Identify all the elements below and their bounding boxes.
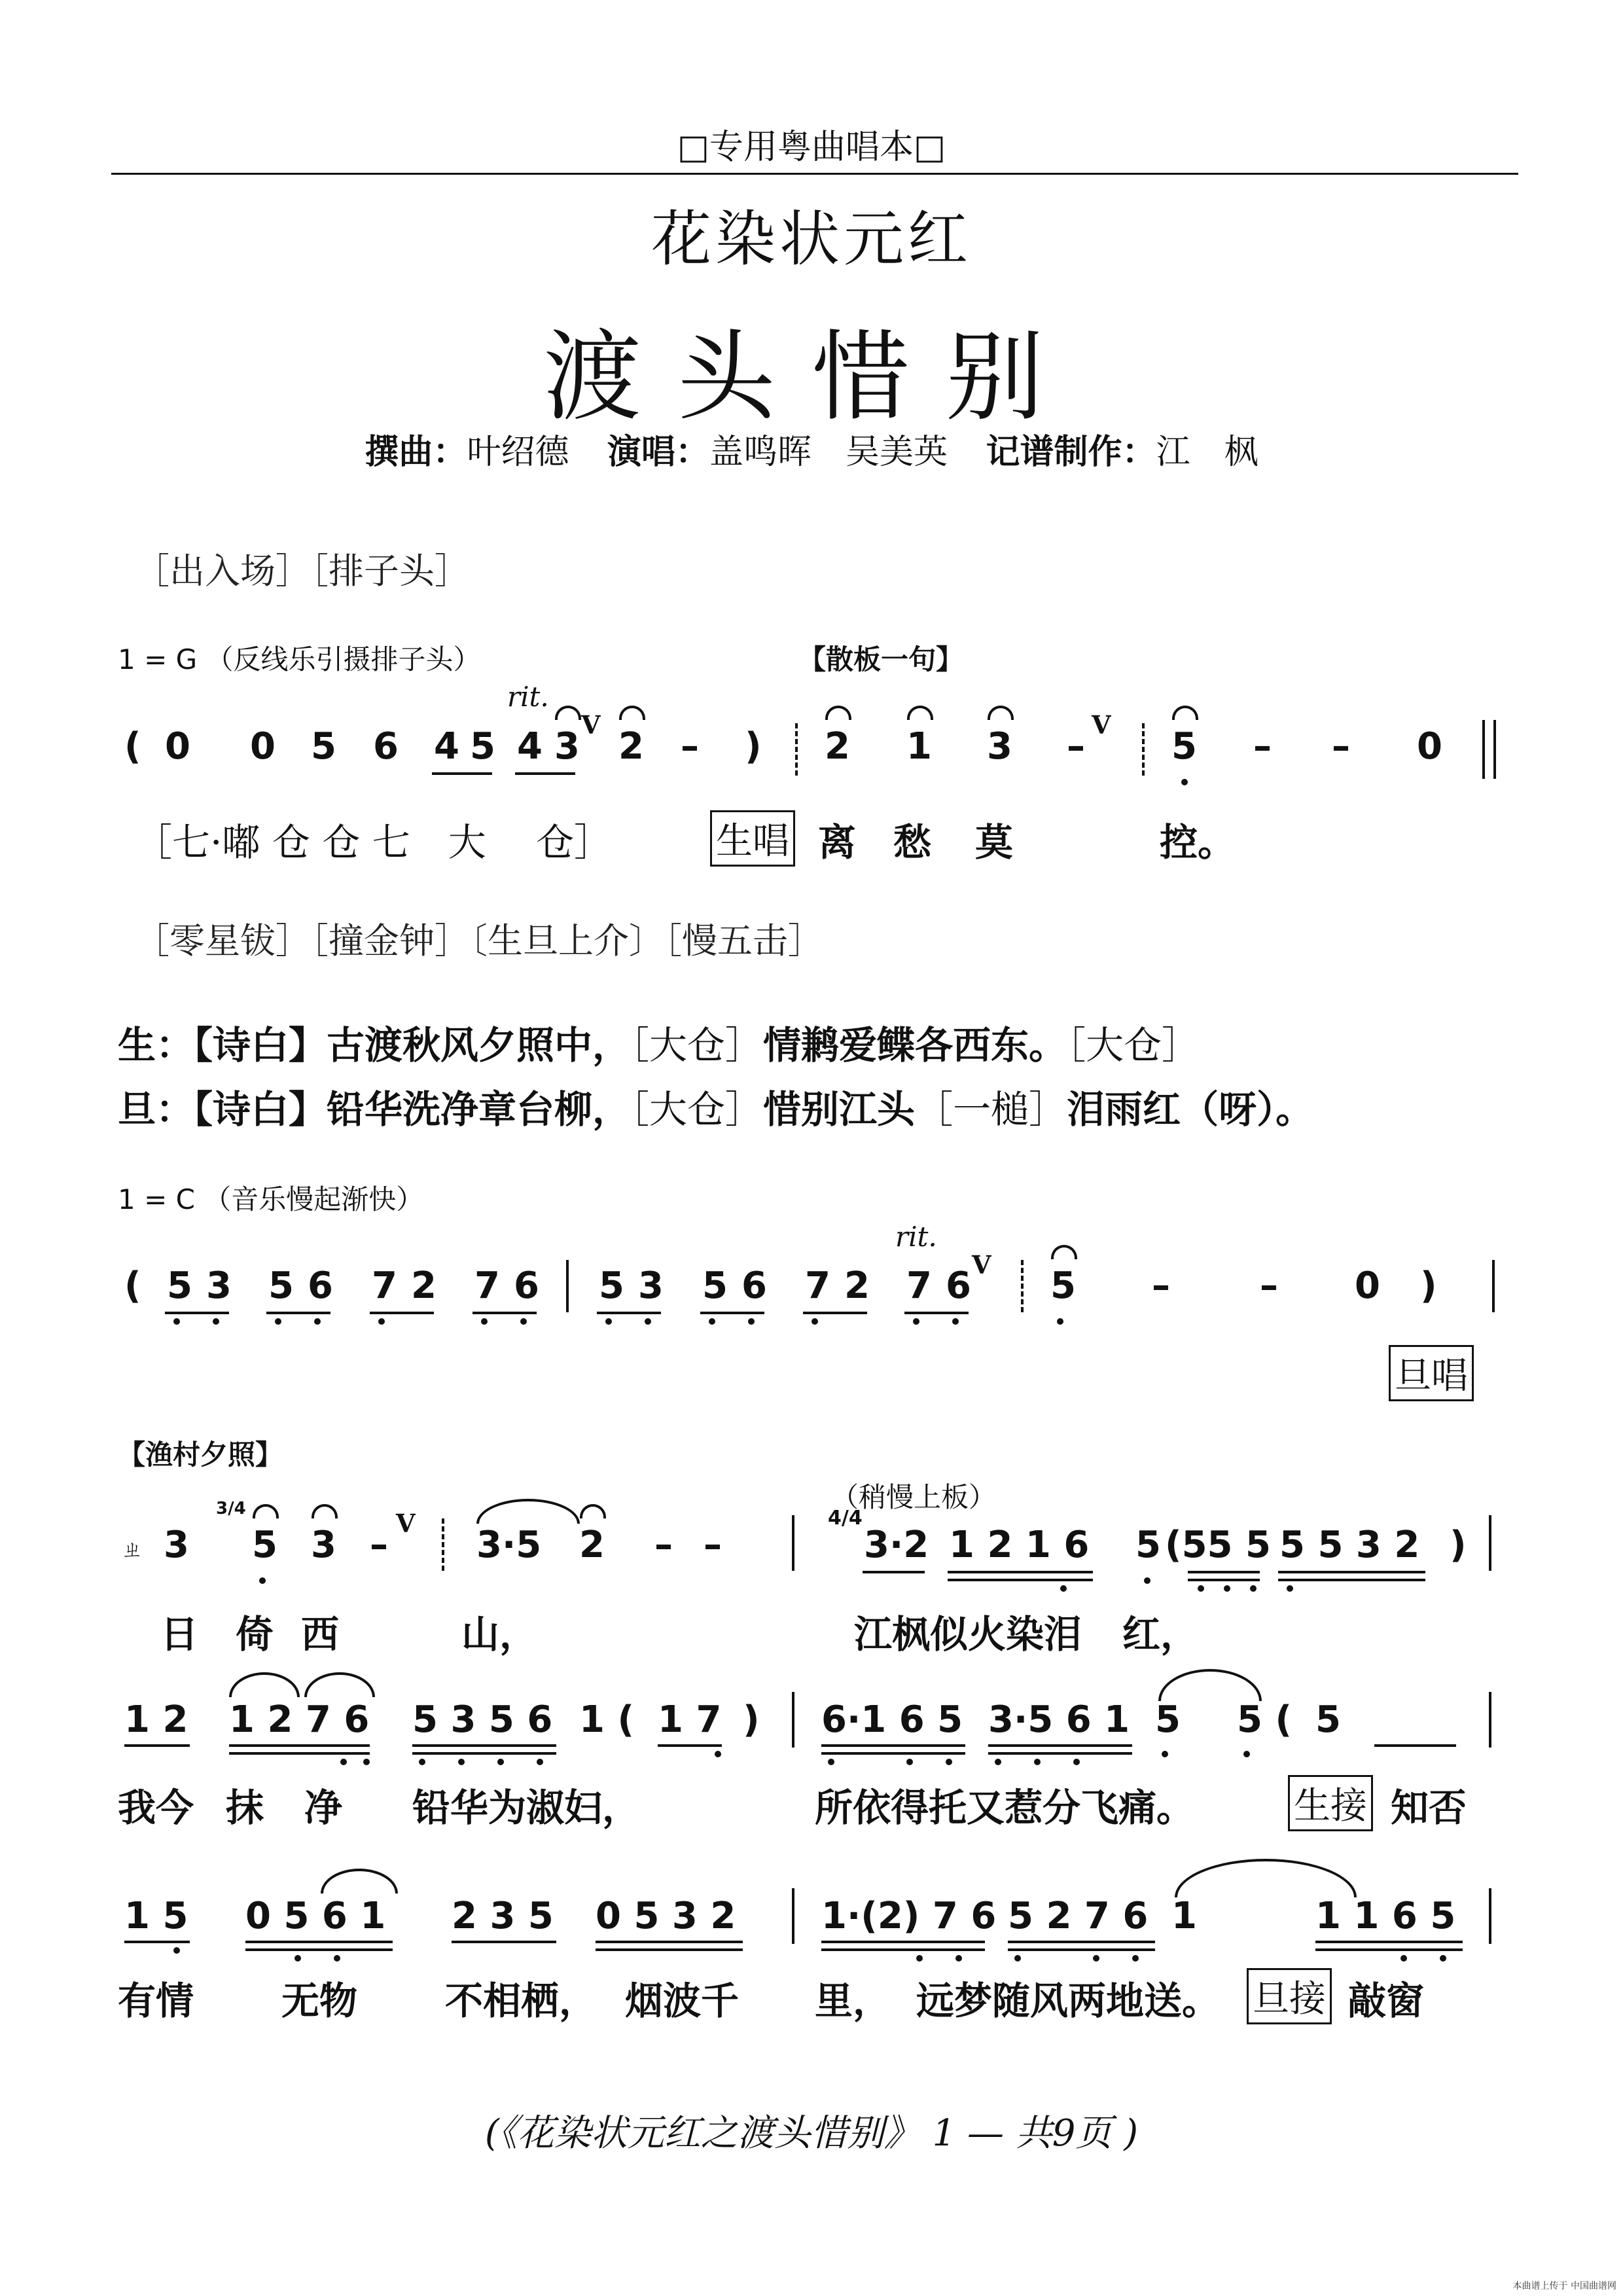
note: 3·5 6 1: [988, 1698, 1130, 1741]
lyric-char: 红，: [1122, 1612, 1199, 1657]
song-title: 渡头惜别: [543, 321, 1080, 435]
low-octave-dot: [363, 1759, 370, 1765]
beat-underline: [1315, 1948, 1463, 1951]
key-signature-1: 1 = G （反线乐引摄排子头）: [118, 643, 481, 675]
barline: [566, 1260, 569, 1312]
low-octave-dot: [458, 1759, 465, 1765]
note: ): [743, 1698, 760, 1741]
percussion-cue: ［一槌］: [915, 1087, 1067, 1132]
beat-underline: [1188, 1571, 1260, 1573]
beat-underline: [124, 1941, 190, 1943]
beat-underline: [124, 1744, 190, 1747]
barline: [792, 1515, 794, 1571]
instrument-cue-1: ［出入场］［排子头］: [134, 550, 470, 592]
note: 1 (: [579, 1698, 635, 1741]
beat-underline: [266, 1312, 330, 1314]
note: 0: [165, 725, 190, 768]
low-octave-dot: [955, 1955, 962, 1962]
note: (: [124, 725, 141, 768]
lyric-phrase: 敲窗: [1348, 1979, 1425, 2023]
note: 7: [906, 1265, 932, 1307]
beat-underline: [988, 1752, 1132, 1755]
low-octave-dot: [1144, 1577, 1150, 1584]
slur: [229, 1672, 300, 1697]
note: 6: [741, 1265, 767, 1307]
lyric-phrase: 有情: [118, 1979, 194, 2023]
lyric-phrase: 铅华为淑妇，: [412, 1785, 641, 1830]
slur: [321, 1869, 398, 1893]
role-box-dan-jie: 旦接: [1247, 1968, 1332, 2024]
low-octave-dot: [605, 1318, 612, 1325]
book-header: □专用粤曲唱本□: [677, 128, 946, 167]
beat-underline: [988, 1744, 1132, 1747]
low-octave-dot: [1287, 1585, 1293, 1592]
slur: [1175, 1859, 1357, 1897]
lyric-char: 愁: [893, 820, 932, 865]
low-octave-dot: [715, 1751, 721, 1757]
beat-underline: [658, 1744, 722, 1747]
note: 6: [308, 1265, 333, 1307]
note: 6: [373, 725, 399, 768]
fermata-mark: [555, 706, 581, 720]
barline: [792, 1692, 794, 1748]
beat-underline: [452, 1941, 556, 1943]
note: –: [704, 1524, 722, 1566]
note: 2: [579, 1524, 605, 1566]
note: 3: [164, 1524, 189, 1566]
low-octave-dot: [946, 1759, 952, 1765]
beat-underline: [948, 1571, 1093, 1573]
barline: [1489, 1888, 1491, 1944]
singer-label: 演唱：: [607, 433, 709, 472]
note: 0: [1355, 1265, 1380, 1307]
low-octave-dot: [1198, 1585, 1204, 1592]
beat-underline: [863, 1571, 925, 1573]
beat-underline: [596, 1941, 743, 1943]
ritardando-mark-1: rit.: [507, 681, 549, 713]
beat-underline: [473, 1312, 537, 1314]
note: 6·1 6 5: [821, 1698, 963, 1741]
beat-underline: [229, 1752, 370, 1755]
low-octave-dot: [1014, 1955, 1021, 1962]
beat-underline: [821, 1752, 965, 1755]
low-octave-dot: [520, 1318, 527, 1325]
dashed-barline: [1021, 1260, 1024, 1312]
beat-underline: [1278, 1571, 1425, 1573]
low-octave-dot: [497, 1759, 504, 1765]
beat-underline: [1374, 1744, 1456, 1747]
dashed-barline: [795, 723, 798, 776]
beat-underline: [165, 1312, 229, 1314]
low-octave-dot: [1073, 1759, 1080, 1765]
percussion-cue: ［大仓］: [630, 1023, 764, 1067]
poem-line-sheng: [118, 1014, 1200, 1069]
note: 3: [987, 725, 1012, 768]
note: 2: [618, 725, 644, 768]
beat-underline: [229, 1744, 370, 1747]
low-octave-dot: [1057, 1318, 1063, 1325]
dashed-barline: [442, 1518, 444, 1571]
note: 2: [844, 1265, 870, 1307]
beat-underline: [245, 1948, 393, 1951]
poem-label: 生：【诗白】: [118, 1023, 327, 1067]
beat-underline: [700, 1312, 764, 1314]
note: 7: [474, 1265, 500, 1307]
lyric-char: 里，: [815, 1979, 891, 2023]
final-barline: [1482, 720, 1485, 779]
meter-sign: 4/4: [828, 1507, 863, 1530]
note: 0 5 6 1: [245, 1895, 386, 1937]
note: 1·(2) 7 6: [821, 1895, 997, 1937]
low-octave-dot: [645, 1318, 651, 1325]
beat-underline: [412, 1752, 556, 1755]
low-octave-dot: [709, 1318, 715, 1325]
fermata-mark: [825, 706, 851, 720]
note: 4: [434, 725, 459, 768]
note: 7: [372, 1265, 397, 1307]
beat-underline: [1188, 1579, 1260, 1581]
low-octave-dot: [378, 1318, 385, 1325]
ritardando-mark-2: rit.: [895, 1221, 937, 1253]
note: 0 5 3 2: [596, 1895, 736, 1937]
key-signature-2: 1 = C （音乐慢起渐快）: [118, 1183, 424, 1215]
note: 2: [825, 725, 850, 768]
low-octave-dot: [1243, 1751, 1250, 1757]
fermata-mark: [988, 706, 1014, 720]
lyric-phrase: 江枫似火染泪: [854, 1612, 1082, 1657]
poem-text: 泪雨红（呀）。: [1067, 1087, 1314, 1132]
note: –: [681, 725, 699, 768]
note: 5: [1050, 1265, 1076, 1307]
lyric-phrase: 所依得托又惹分飞痛。: [815, 1785, 1195, 1830]
note: 5: [470, 725, 495, 768]
fermata-mark: [1172, 706, 1198, 720]
page-footer: (《花染状元红之渡头惜别》 1 — 共9页 ): [484, 2112, 1139, 2155]
note: 1 1 6 5: [1315, 1895, 1456, 1937]
meter-sign: 3/4: [216, 1499, 246, 1518]
fermata-mark: [253, 1504, 279, 1518]
note: 6: [946, 1265, 971, 1307]
poem-text: 惜别江头: [763, 1087, 916, 1132]
barline: [1492, 1260, 1495, 1312]
note: 5: [599, 1265, 624, 1307]
low-octave-dot: [259, 1577, 266, 1584]
note: 5: [167, 1265, 192, 1307]
composer-label: 撰曲：: [365, 433, 467, 472]
lyric-char: 抹: [226, 1785, 264, 1830]
beat-underline: [948, 1579, 1093, 1581]
note: 2 3 5: [452, 1895, 554, 1937]
note: 5 3 5 6: [412, 1698, 553, 1741]
tune-name-tag: 【渔村夕照】: [118, 1439, 283, 1471]
beat-underline: [432, 772, 492, 775]
beat-underline: [370, 1312, 434, 1314]
percussion-cue: ［大仓］: [630, 1087, 764, 1132]
low-octave-dot: [275, 1318, 281, 1325]
fermata-mark: [619, 706, 645, 720]
role-box-sheng-chang: 生唱: [710, 810, 795, 867]
low-octave-dot: [334, 1955, 340, 1962]
note: 7: [805, 1265, 830, 1307]
free-meter-sign: ㄓ: [121, 1537, 143, 1563]
low-octave-dot: [481, 1318, 488, 1325]
lyric-char: 莫: [975, 820, 1014, 865]
barline: [1489, 1692, 1491, 1748]
note: 0: [1417, 725, 1442, 768]
note: 3: [206, 1265, 232, 1307]
low-octave-dot: [1250, 1585, 1257, 1592]
note: 3·2: [864, 1524, 929, 1566]
note: –: [654, 1524, 673, 1566]
poem-line-dan: [118, 1079, 1313, 1134]
fermata-mark: [907, 706, 933, 720]
low-octave-dot: [419, 1759, 425, 1765]
low-octave-dot: [173, 1318, 180, 1325]
note: 1 2 1 6: [949, 1524, 1090, 1566]
lyric-phrase: 烟波千: [625, 1979, 740, 2023]
note: 3: [638, 1265, 664, 1307]
note: –: [1253, 725, 1272, 768]
low-octave-dot: [906, 1759, 913, 1765]
note: (: [124, 1265, 141, 1307]
beat-underline: [412, 1744, 556, 1747]
lyric-char: 山，: [461, 1612, 538, 1657]
slur: [476, 1499, 580, 1524]
lyric-char: 净: [304, 1785, 343, 1830]
final-barline: [1493, 720, 1496, 779]
note: 5: [1171, 725, 1197, 768]
notation-name: 江 枫: [1156, 433, 1258, 472]
low-octave-dot: [916, 1955, 923, 1962]
note: 6: [514, 1265, 539, 1307]
poem-label: 旦：【诗白】: [118, 1087, 327, 1132]
header-rule: [111, 173, 1518, 175]
low-octave-dot: [748, 1318, 755, 1325]
note: 1 2: [124, 1698, 188, 1741]
low-octave-dot: [294, 1955, 301, 1962]
low-octave-dot: [1181, 779, 1188, 785]
beat-underline: [821, 1948, 985, 1951]
note: 5: [268, 1265, 294, 1307]
breath-mark: V: [972, 1250, 991, 1280]
site-watermark: 本曲谱上传于 中国曲谱网: [1512, 2281, 1616, 2291]
low-octave-dot: [828, 1759, 834, 1765]
low-octave-dot: [1224, 1585, 1230, 1592]
beat-underline: [597, 1312, 661, 1314]
beat-underline: [245, 1941, 393, 1943]
beat-underline: [1315, 1941, 1463, 1943]
fermata-mark: [1051, 1245, 1077, 1259]
instrument-cue-2: ［零星钹］［撞金钟］〔生旦上介〕［慢五击］: [134, 920, 823, 961]
singer-names: 盖鸣晖 吴美英: [709, 433, 948, 472]
note: 0: [250, 725, 276, 768]
breath-mark: V: [1092, 710, 1111, 740]
barline: [792, 1888, 794, 1944]
low-octave-dot: [812, 1318, 818, 1325]
role-box-sheng-jie: 生接: [1288, 1775, 1373, 1831]
low-octave-dot: [952, 1318, 959, 1325]
note: 3: [311, 1524, 336, 1566]
note: 5 (: [1237, 1698, 1293, 1741]
note: –: [370, 1524, 388, 1566]
note: 1 5: [124, 1895, 188, 1937]
lyric-char: 日: [160, 1612, 199, 1657]
low-octave-dot: [537, 1759, 543, 1765]
low-octave-dot: [1034, 1759, 1041, 1765]
lyric-char: 西: [301, 1612, 340, 1657]
note: 5: [311, 725, 336, 768]
note: 3: [554, 725, 580, 768]
lyric-char: 控。: [1160, 820, 1236, 865]
note: –: [1332, 725, 1350, 768]
composer-name: 叶绍德: [467, 433, 569, 472]
breath-mark: V: [581, 710, 601, 740]
beat-underline: [904, 1312, 969, 1314]
note: ): [1450, 1524, 1467, 1566]
beat-underline: [1008, 1941, 1155, 1943]
low-octave-dot: [1162, 1751, 1168, 1757]
role-box-dan-chang: 旦唱: [1389, 1345, 1474, 1401]
poem-text: 铅华洗净章台柳，: [327, 1087, 631, 1132]
note: 5: [702, 1265, 728, 1307]
note: ): [745, 725, 762, 768]
note: 5: [1315, 1698, 1341, 1741]
note: (55 5: [1165, 1524, 1271, 1566]
note: 1 7: [658, 1698, 722, 1741]
notation-label: 记谱制作：: [986, 433, 1156, 472]
low-octave-dot: [1440, 1955, 1446, 1962]
low-octave-dot: [995, 1759, 1001, 1765]
low-octave-dot: [1093, 1955, 1099, 1962]
note: –: [1067, 725, 1085, 768]
percussion-lyrics-1: ［七·嘟 仓 仓 七 大 仓］: [134, 820, 613, 865]
lyric-phrase: 远梦随风两地送。: [916, 1979, 1221, 2023]
note: 1: [906, 725, 932, 768]
note: 1: [1171, 1895, 1197, 1937]
low-octave-dot: [913, 1318, 919, 1325]
note: 5: [1155, 1698, 1181, 1741]
note: 5 2 7 6: [1008, 1895, 1149, 1937]
low-octave-dot: [1400, 1955, 1407, 1962]
note: 5 5 3 2: [1279, 1524, 1420, 1566]
low-octave-dot: [340, 1759, 347, 1765]
beat-underline: [821, 1941, 985, 1943]
credits-line: [0, 424, 1623, 473]
note: 1 2 7 6: [229, 1698, 370, 1741]
note: 2: [411, 1265, 437, 1307]
low-octave-dot: [1060, 1585, 1067, 1592]
low-octave-dot: [314, 1318, 321, 1325]
dashed-barline: [1142, 723, 1145, 776]
lyric-char: 离: [818, 820, 857, 865]
low-octave-dot: [173, 1947, 180, 1954]
slur: [304, 1672, 375, 1697]
lyric-phrase: 知否: [1391, 1785, 1467, 1830]
note: ): [1420, 1265, 1437, 1307]
beat-underline: [1278, 1579, 1425, 1581]
low-octave-dot: [1132, 1955, 1139, 1962]
beat-underline: [515, 772, 575, 775]
breath-mark: V: [396, 1509, 416, 1538]
fermata-mark: [312, 1504, 338, 1518]
lyric-phrase: 不相栖，: [445, 1979, 597, 2023]
note: 5: [252, 1524, 277, 1566]
beat-underline: [596, 1948, 743, 1951]
note: 3·5: [476, 1524, 542, 1566]
fermata-mark: [580, 1504, 606, 1518]
section-tag-sanban: 【散板一句】: [798, 643, 964, 675]
beat-underline: [821, 1744, 965, 1747]
note: 4: [517, 725, 543, 768]
beat-underline: [1008, 1948, 1155, 1951]
poem-text: 古渡秋风夕照中，: [327, 1023, 631, 1067]
slur: [1158, 1669, 1262, 1701]
poem-text: 情鹣爱鲽各西东。: [763, 1023, 1067, 1067]
percussion-cue: ［大仓］: [1067, 1023, 1200, 1067]
barline: [1489, 1515, 1491, 1571]
lyric-phrase: 我今: [118, 1785, 194, 1830]
low-octave-dot: [213, 1318, 219, 1325]
opera-title: 花染状元红: [651, 204, 972, 274]
note: 5: [1135, 1524, 1161, 1566]
lyric-phrase: 无物: [281, 1979, 358, 2023]
beat-underline: [803, 1312, 867, 1314]
tempo-marking: （稍慢上板）: [831, 1481, 997, 1513]
note: –: [1260, 1265, 1278, 1307]
lyric-char: 倚: [236, 1612, 274, 1657]
note: –: [1152, 1265, 1170, 1307]
